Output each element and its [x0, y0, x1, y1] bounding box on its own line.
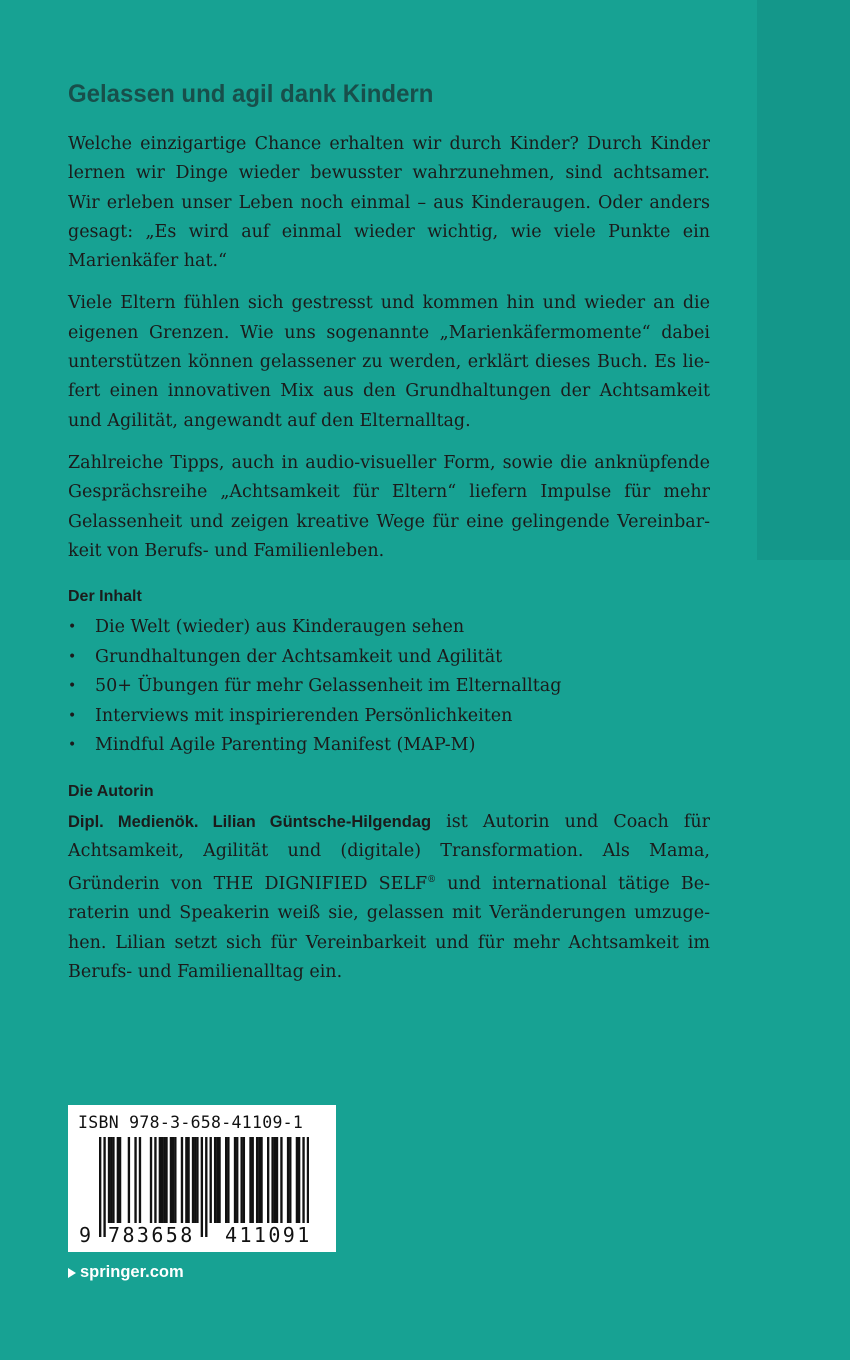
barcode-bar: [110, 1137, 112, 1223]
barcode-bar: [150, 1137, 152, 1223]
registered-mark: ®: [427, 875, 437, 886]
barcode-bar: [117, 1137, 119, 1223]
publisher-website: springer.com: [80, 1263, 184, 1281]
list-item: • Grundhaltungen der Achtsamkeit und Agilität: [68, 643, 710, 673]
barcode-bar: [170, 1137, 172, 1223]
barcode-bar: [216, 1137, 218, 1223]
barcode-bar: [192, 1137, 194, 1223]
barcode-bar: [172, 1137, 174, 1223]
list-item: • Interviews mit inspirierenden Persönlichkeiten: [68, 702, 710, 732]
intro-paragraph-1: Welche einzigartige Chance erhalten wir durch Kinder? Durch Kinder lernen wir Dinge wieder bewusster wahrzunehmen, sind achtsamer. Wir erleben unser Leben noch einmal – aus Kinderaugen. Oder anders gesagt: „Es wird auf einmal wieder wichtig, wie viele Punkte ein Marienkäfer hat.“: [68, 134, 710, 272]
barcode-bar: [267, 1137, 269, 1223]
barcode-bar: [210, 1137, 212, 1223]
barcode-bar: [159, 1137, 161, 1223]
list-item: • Die Welt (wieder) aus Kinderaugen sehen: [68, 613, 710, 643]
barcode-bar: [174, 1137, 176, 1223]
author-bio-part-2: und international tätige Beraterin und Speakerin weiß sie, gelassen mit Veränderungen umzugehen. Lilian setzt sich für Vereinbarkeit und für mehr Achtsamkeit im Berufs- und Familienalltag ein.: [68, 874, 710, 982]
barcode-digits-left: 783658: [108, 1223, 195, 1247]
barcode-bar: [112, 1137, 114, 1223]
barcode-bar: [225, 1137, 227, 1223]
author-name: Dipl. Medienök. Lilian Güntsche-Hilgendag: [68, 812, 432, 831]
barcode-bar: [139, 1137, 141, 1223]
barcode-bar: [201, 1137, 203, 1237]
list-item: • Mindful Agile Parenting Manifest (MAP-M): [68, 731, 710, 761]
barcode-bar: [205, 1137, 207, 1237]
barcode-digit-first: 9: [79, 1223, 92, 1247]
barcode-bar: [240, 1137, 242, 1223]
bullet-icon: •: [68, 678, 77, 695]
list-item: • 50+ Übungen für mehr Gelassenheit im Elternalltag: [68, 672, 710, 702]
barcode-bar: [252, 1137, 254, 1223]
barcode-bar: [134, 1137, 136, 1223]
barcode-bar: [260, 1137, 262, 1223]
contents-list: [68, 613, 710, 761]
arrow-right-icon: [68, 1268, 76, 1278]
bullet-icon: •: [68, 648, 77, 665]
intro-paragraph-3: Zahlreiche Tipps, auch in audio-visueller Form, sowie die anknüpfende Gesprächsreihe „Achtsamkeit für Eltern“ liefern Impulse für mehr Gelassenheit und zeigen kreative Wege für eine gelingende Vereinbarkeit von Berufs- und Familienleben.: [68, 452, 710, 561]
barcode-bar: [194, 1137, 196, 1223]
barcode-bar: [271, 1137, 273, 1223]
back-cover-text: [68, 78, 710, 1000]
barcode-bar: [298, 1137, 300, 1223]
barcode-digits-right: 411091: [225, 1223, 312, 1247]
barcode-bar: [128, 1137, 130, 1223]
barcode-bar: [154, 1137, 156, 1223]
bullet-icon: •: [68, 619, 77, 636]
barcode-bar: [296, 1137, 298, 1223]
barcode-bar: [274, 1137, 276, 1223]
barcode-bars: [99, 1137, 309, 1237]
barcode-bar: [99, 1137, 101, 1237]
barcode-bar: [181, 1137, 183, 1223]
barcode-bar: [187, 1137, 189, 1223]
author-bio: [68, 808, 710, 988]
bullet-icon: •: [68, 737, 77, 754]
barcode-bar: [165, 1137, 167, 1223]
isbn-barcode: [68, 1105, 336, 1252]
barcode-bar: [218, 1137, 220, 1223]
decorative-stripe: [757, 0, 850, 560]
barcode-bar: [119, 1137, 121, 1223]
publisher-link[interactable]: [68, 1263, 184, 1282]
barcode-bar: [280, 1137, 282, 1223]
barcode-bar: [227, 1137, 229, 1223]
barcode-bar: [258, 1137, 260, 1223]
contents-heading: Der Inhalt: [68, 588, 142, 606]
barcode-bar: [236, 1137, 238, 1223]
barcode-bar: [256, 1137, 258, 1223]
barcode-bar: [243, 1137, 245, 1223]
barcode-bar: [163, 1137, 165, 1223]
barcode-bar: [161, 1137, 163, 1223]
book-title: Gelassen und agil dank Kindern: [68, 80, 434, 108]
barcode-bar: [287, 1137, 289, 1223]
bullet-icon: •: [68, 707, 77, 724]
barcode-bar: [196, 1137, 198, 1223]
barcode-bar: [302, 1137, 304, 1237]
barcode-bar: [185, 1137, 187, 1223]
barcode-bar: [289, 1137, 291, 1223]
barcode-bar: [103, 1137, 105, 1237]
intro-paragraph-2: Viele Eltern fühlen sich gestresst und kommen hin und wieder an die eigenen Grenzen. Wie uns sogenannte „Marienkäfermomente“ dabei unterstützen können gelassener zu werden, erklärt dieses Buch. Es liefert einen innovativen Mix aus den Grundhaltungen der Achtsamkeit und Agilität, angewandt auf den Elternalltag.: [68, 293, 710, 431]
barcode-bar: [234, 1137, 236, 1223]
barcode-bar: [214, 1137, 216, 1223]
author-heading: Die Autorin: [68, 782, 154, 800]
barcode-bar: [249, 1137, 251, 1223]
barcode-bar: [276, 1137, 278, 1223]
isbn-label: ISBN 978-3-658-41109-1: [78, 1113, 304, 1132]
barcode-bar: [307, 1137, 309, 1237]
author-bio-part-1: ist Autorin und Coach für Achtsamkeit, Agilität und (digitale) Transformation. Als Mama, Gründerin von THE DIGNIFIED SELF: [68, 811, 710, 895]
barcode-bar: [108, 1137, 110, 1223]
